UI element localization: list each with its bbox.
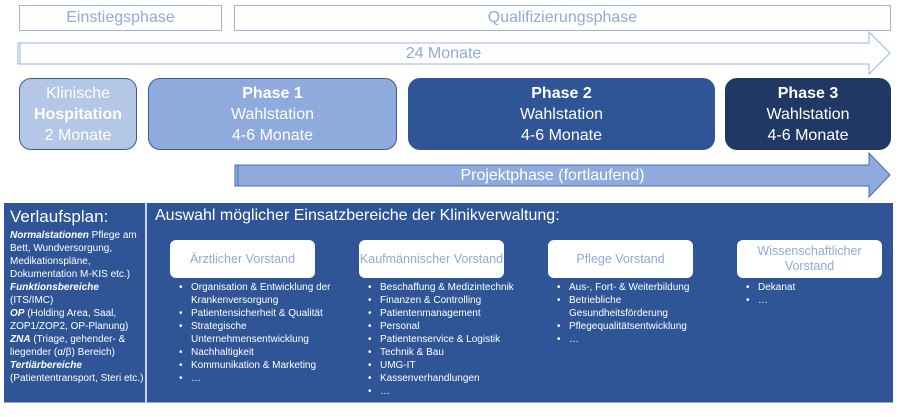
phase-title: Phase 2 [531,84,592,102]
verlaufsplan-entry [10,333,144,359]
vorstand-box-pflege: Pflege Vorstand [548,240,693,278]
entry-term: Tertiärbereiche [10,360,82,371]
entry-phase-label: Einstiegsphase [19,5,222,31]
list-item: • Personal [366,320,531,333]
verlaufsplan-title: Verlaufsplan: [10,207,109,226]
list-item: • Betriebliche Gesundheitsförderung [555,294,720,320]
list-item: • Kassenverhandlungen [366,372,531,385]
list-item: • Technik & Bau [366,346,531,359]
entry-text: Pflege am Bett, Wundversorgung, Medikationspläne, Dokumentation M-KIS etc.) [10,230,137,280]
phase-duration: 4-6 Monate [521,126,602,144]
bullet-list-aerztlich [177,281,342,385]
phase-duration: 4-6 Monate [232,126,313,144]
entry-term: Funktionsbereiche [10,282,99,293]
phase-station: Wahlstation [766,105,850,123]
verlaufsplan-entry [10,307,144,333]
bullet-list-kaufmaennisch [366,281,531,398]
list-item: • … [744,294,884,307]
list-item: • Patientenservice & Logistik [366,333,531,346]
entry-text: (Triage, gehender- & liegender (α/β) Bereich) [10,334,126,358]
list-item: • Patientensicherheit & Qualität [177,307,342,320]
list-item: • … [177,372,342,385]
verlaufsplan-entry [10,281,144,307]
phase-line2: Hospitation [34,105,122,123]
list-item: • Beschaffung & Medizintechnik [366,281,531,294]
phase-duration: 4-6 Monate [767,126,849,144]
vorstand-box-aerztlich: Ärztlicher Vorstand [170,240,315,278]
entry-term: Normalstationen [10,230,89,241]
project-phase-label: Projektphase (fortlaufend) [460,166,645,184]
phase-title: Phase 3 [777,84,839,102]
list-item: • Dekanat [744,281,884,294]
auswahl-title: Auswahl möglicher Einsatzbereiche der Klinikverwaltung: [155,207,560,224]
verlaufsplan-entry [10,359,144,385]
entry-term: OP [10,308,25,319]
phase-box-phase-1 [148,78,397,150]
entry-text: (ITS/IMC) [10,295,54,306]
bullet-list-pflege [555,281,720,346]
qualification-phase-label: Qualifizierungsphase [234,5,891,31]
entry-term: ZNA [10,334,31,345]
entry-text: (Patiententransport, Steri etc.) [10,373,144,384]
verlaufsplan-entry [10,229,144,281]
vorstand-box-kaufmaennisch: Kaufmännischer Vorstand [359,240,504,278]
list-item: • Aus-, Fort- & Weiterbildung [555,281,720,294]
list-item: • … [555,333,720,346]
list-item: • … [366,385,531,398]
list-item: • Patientenmanagement [366,307,531,320]
phase-station: Wahlstation [520,105,603,123]
list-item: • Nachhaltigkeit [177,346,342,359]
phase-line1: Klinische [45,84,111,102]
phase-title: Phase 1 [242,84,303,102]
verlaufsplan-section [10,206,144,385]
entry-text: (Holding Area, Saal, ZOP1/ZOP2, OP-Planung) [10,308,129,332]
panel-divider [145,203,147,403]
phase-duration: 2 Monate [44,126,112,144]
list-item: • Finanzen & Controlling [366,294,531,307]
verlaufsplan-body [10,229,144,385]
phase-box-phase-3 [725,78,891,150]
list-item: • Strategische Unternehmensentwicklung [177,320,342,346]
bullet-list-wissenschaftlich [744,281,884,307]
list-item: • Kommunikation & Marketing [177,359,342,372]
phase-box-hospitation [19,78,137,150]
duration-label: 24 Monate [405,44,482,62]
phase-box-phase-2 [408,78,715,150]
list-item: • Pflegequalitätsentwicklung [555,320,720,333]
list-item: • UMG-IT [366,359,531,372]
phase-station: Wahlstation [231,105,314,123]
list-item: • Organisation & Entwicklung der Krankenversorgung [177,281,342,307]
vorstand-box-wissenschaftlich: Wissenschaftlicher Vorstand [737,240,882,278]
